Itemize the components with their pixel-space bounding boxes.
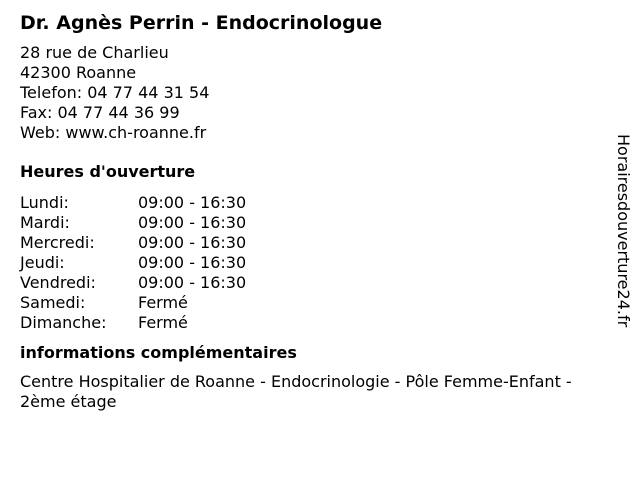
opening-hours-table — [20, 193, 616, 333]
day-label: Dimanche: — [20, 313, 107, 332]
hours-row-sunday — [20, 313, 616, 333]
phone-line: Telefon: 04 77 44 31 54 — [20, 83, 210, 102]
day-label: Vendredi: — [20, 273, 96, 292]
fax-line: Fax: 04 77 44 36 99 — [20, 103, 180, 122]
website-line: Web: www.ch-roanne.fr — [20, 123, 207, 142]
opening-hours-title: Heures d'ouverture — [20, 162, 196, 181]
city-line: 42300 Roanne — [20, 63, 137, 82]
hours-value: 09:00 - 16:30 — [138, 233, 247, 252]
additional-info-title: informations complémentaires — [20, 343, 297, 362]
day-label: Jeudi: — [20, 253, 65, 272]
additional-info-text: Centre Hospitalier de Roanne - Endocrinologie - Pôle Femme-Enfant - 2ème étage — [20, 372, 572, 411]
doctor-card — [20, 9, 616, 412]
site-watermark: Horairesdouverture24.fr — [614, 134, 633, 328]
contact-block — [20, 43, 616, 143]
day-label: Mercredi: — [20, 233, 95, 252]
page-title: Dr. Agnès Perrin - Endocrinologue — [20, 12, 383, 34]
day-label: Samedi: — [20, 293, 86, 312]
hours-row-monday — [20, 193, 616, 213]
hours-row-wednesday — [20, 233, 616, 253]
hours-row-saturday — [20, 293, 616, 313]
hours-row-friday — [20, 273, 616, 293]
address-line: 28 rue de Charlieu — [20, 43, 169, 62]
hours-value: Fermé — [138, 313, 188, 332]
hours-value: 09:00 - 16:30 — [138, 253, 247, 272]
hours-row-thursday — [20, 253, 616, 273]
hours-value: 09:00 - 16:30 — [138, 273, 247, 292]
hours-value: 09:00 - 16:30 — [138, 193, 247, 212]
hours-value: 09:00 - 16:30 — [138, 213, 247, 232]
day-label: Lundi: — [20, 193, 69, 212]
hours-value: Fermé — [138, 293, 188, 312]
hours-row-tuesday — [20, 213, 616, 233]
day-label: Mardi: — [20, 213, 70, 232]
